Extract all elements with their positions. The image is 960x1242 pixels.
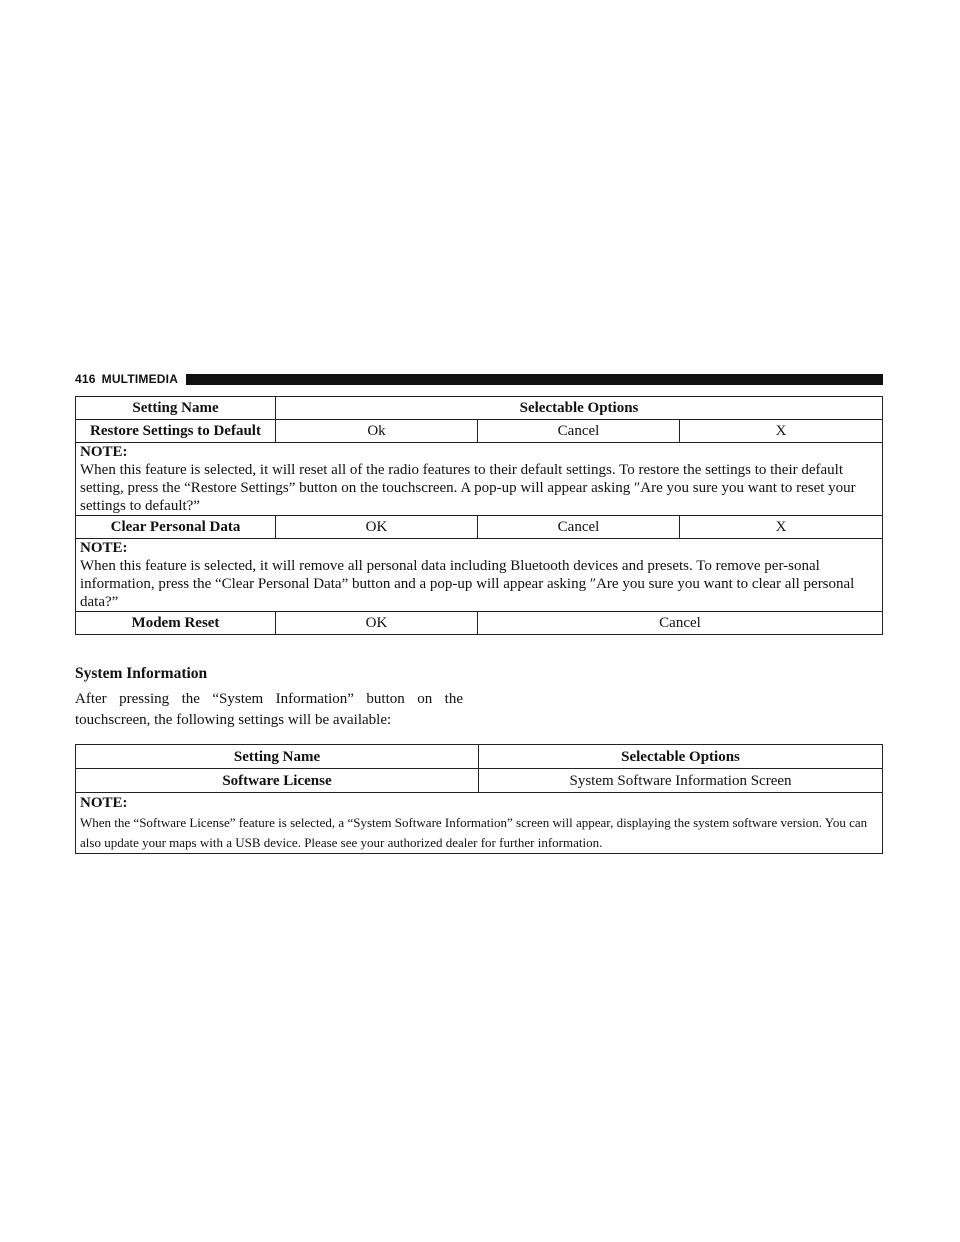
option-x: X: [680, 420, 883, 443]
setting-name: Restore Settings to Default: [76, 420, 276, 443]
note-cell: [76, 443, 883, 516]
page-header: [75, 371, 883, 387]
setting-name: Software License: [76, 769, 479, 793]
option-cancel: Cancel: [478, 420, 680, 443]
header-rule: [186, 374, 883, 385]
page-number: 416: [75, 372, 96, 386]
setting-name: Clear Personal Data: [76, 516, 276, 539]
option-cancel: Cancel: [478, 612, 883, 635]
note-cell: [76, 539, 883, 612]
note-text: When this feature is selected, it will remove all personal data including Bluetooth devices and presets. To remove per-sonal information, press the “Clear Personal Data” button and a pop-up will appear asking ″Are you sure you want to clear all personal data?”: [80, 558, 855, 610]
header-setting-name: Setting Name: [76, 397, 276, 420]
option-x: X: [680, 516, 883, 539]
section-title: MULTIMEDIA: [101, 372, 179, 386]
note-label: NOTE:: [80, 795, 128, 811]
note-label: NOTE:: [80, 540, 128, 556]
body-paragraph: After pressing the “System Information” button on the touchscreen, the following settings will be available:: [75, 691, 463, 728]
option-ok: OK: [276, 516, 478, 539]
note-text: When the “Software License” feature is selected, a “System Software Information” screen will appear, displaying the system software version. You can also update your maps with a USB device. Please see your authorized dealer for further information.: [80, 815, 868, 850]
section-heading: System Information: [75, 665, 208, 682]
note-text: When this feature is selected, it will reset all of the radio features to their default settings. To restore the settings to their default setting, press the “Restore Settings” button on the touchscreen. A pop-up will appear asking ″Are you sure you want to reset your settings to default?”: [80, 462, 856, 514]
setting-name: Modem Reset: [76, 612, 276, 635]
option-ok: Ok: [276, 420, 478, 443]
option-value: System Software Information Screen: [479, 769, 883, 793]
option-cancel: Cancel: [478, 516, 680, 539]
note-cell: [76, 793, 883, 854]
header-selectable-options: Selectable Options: [479, 745, 883, 769]
settings-table-system-info: [75, 744, 883, 854]
option-ok: OK: [276, 612, 478, 635]
header-selectable-options: Selectable Options: [276, 397, 883, 420]
settings-table-restore: [75, 396, 883, 635]
header-setting-name: Setting Name: [76, 745, 479, 769]
note-label: NOTE:: [80, 444, 128, 460]
